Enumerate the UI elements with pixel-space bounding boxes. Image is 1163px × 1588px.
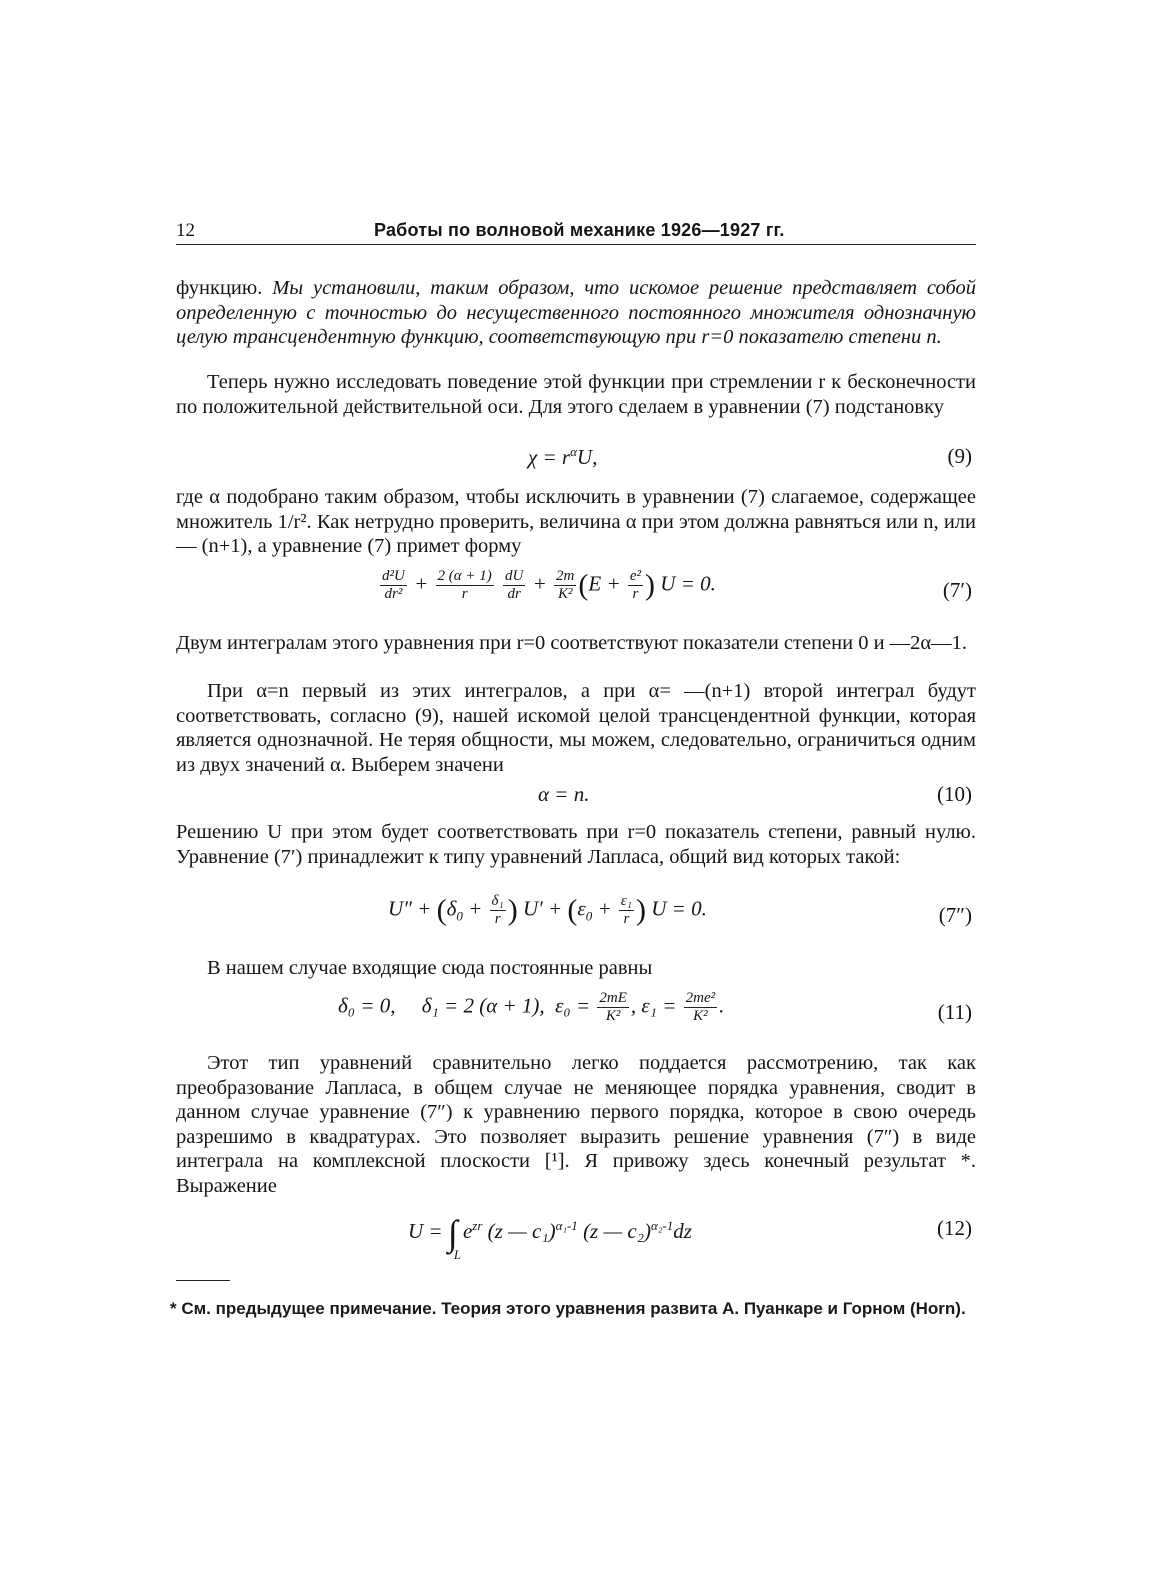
eq7p-mid: E +	[588, 571, 621, 596]
equation-10-label: (10)	[937, 782, 972, 806]
equation-12-label: (12)	[937, 1216, 972, 1240]
frac-2mE-K2: $\frac{2mE}{\text{K²}}$	[599, 990, 627, 1024]
frac-d2U-dr2: $\frac{\text{d²U}}{\text{dr²}}$	[382, 568, 405, 602]
equation-7-prime-formula: $\frac{\text{d²U}}{\text{dr²}}$ + $\frac{2 (\alpha + 1)}{r}$ $\frac{dU}{dr}$ + $\frac{2m}{\text{K²}}$ (E + $\frac{\text{e²}}{r}$ ) U = 0.	[382, 568, 716, 602]
running-title: Работы по волновой механике 1926—1927 гг.	[374, 220, 785, 240]
eq9-tail: U,	[576, 445, 598, 469]
frac-2alpha-r: $\frac{2 (\alpha + 1)}{r}$	[437, 568, 492, 602]
integral-sign: ∫ L	[447, 1213, 462, 1262]
paragraph-4: Двум интегралам этого уравнения при r=0 соответствуют показатели степени 0 и —2α—1.	[176, 632, 968, 654]
frac-2m-K2: $\frac{2m}{\text{K²}}$	[556, 568, 575, 602]
paragraph-1	[176, 276, 976, 350]
equation-7-prime	[176, 568, 976, 616]
equation-11-label: (11)	[937, 1000, 972, 1024]
paragraph-7: В нашем случае входящие сюда постоянные равны	[207, 957, 653, 979]
frac-delta1-r: $\frac{\text{δ₁}}{r}$	[491, 893, 504, 927]
page-number: 12	[176, 220, 195, 241]
equation-12-formula: U = ∫ L $e^{zr}$ (z — c₁)$^{\alpha_1-1}$ (z — c₂)$^{\alpha_2-1}$dz	[408, 1213, 692, 1262]
paragraph-2: Теперь нужно исследовать поведение этой функции при стремлении r к бесконечности по положительной действительной оси. Для этого сделаем в уравнении (7) подстановку	[176, 371, 976, 418]
equation-7-double-prime-formula: $U'' + (\delta_0$ + $\frac{\text{δ₁}}{r}$ ) $U' + (\varepsilon_0$ + $\frac{\text{ε₁}}{r}$ ) U = 0.	[388, 893, 707, 927]
eq7p-tail: U = 0.	[660, 571, 716, 596]
equation-11-formula: δ₀ = 0, δ₁ = 2 (α + 1), ε₀ = $\frac{2mE}{\text{K²}}$ , ε₁ = $\frac{\text{2me²}}{\text{K²}}$ .	[338, 990, 725, 1024]
equation-7-prime-label: (7′)	[942, 578, 972, 602]
equation-10-formula: α = n.	[538, 782, 590, 806]
equation-9-formula	[528, 444, 597, 470]
footnote-rule	[176, 1280, 230, 1281]
frac-2me2-K2: $\frac{\text{2me²}}{\text{K²}}$	[685, 990, 716, 1024]
frac-dU-dr: $\frac{dU}{dr}$	[505, 568, 524, 602]
frac-e2-r: $\frac{\text{e²}}{r}$	[629, 568, 642, 602]
frac-eps1-r: $\frac{\text{ε₁}}{r}$	[620, 893, 632, 927]
eq9-main: χ = r	[528, 445, 571, 469]
equation-9	[176, 444, 976, 474]
paragraph-3: где α подобрано таким образом, чтобы исключить в уравнении (7) слагаемое, содержащее множитель 1/r². Как нетрудно проверить, величина α при этом должна равняться или n, или — (n+1), а уравнение (7) примет форму	[176, 486, 976, 557]
footnote: * См. предыдущее примечание. Теория этого уравнения развита А. Пуанкаре и Горном (Horn).	[170, 1299, 966, 1318]
paragraph-8: Этот тип уравнений сравнительно легко поддается рассмотрению, так как преобразование Лапласа, в общем случае не меняющее порядка уравнения, сводит в данном случае уравнение (7″) к уравнению первого порядка, которое в свою очередь разрешимо в квадратурах. Это позволяет выразить решение уравнения (7″) в виде интеграла на комплексной плоскости [¹]. Я привожу здесь конечный результат *. Выражение	[176, 1052, 976, 1197]
paragraph-5: При α=n первый из этих интегралов, а при α= —(n+1) второй интеграл будут соответствовать, согласно (9), нашей искомой целой трансцендентной функции, которая является однозначной. Не теряя общности, мы можем, следовательно, ограничиться одним из двух значений α. Выберем значени	[176, 680, 976, 776]
equation-11	[176, 990, 976, 1036]
header-rule	[176, 244, 976, 245]
eq9-sup: α	[570, 444, 577, 459]
equation-7-double-prime-label: (7″)	[938, 903, 972, 927]
equation-7-double-prime	[176, 893, 976, 939]
paragraph-1-start: функцию.	[176, 277, 273, 299]
equation-10	[176, 782, 976, 812]
equation-9-label: (9)	[947, 444, 972, 468]
paragraph-6: Решению U при этом будет соответствовать при r=0 показатель степени, равный нулю. Уравнение (7′) принадлежит к типу уравнений Лапласа, общий вид которых такой:	[176, 821, 976, 868]
paragraph-1-italic: Мы установили, таким образом, что искомое решение представляет собой определенную с точностью до несущественного постоянного множителя однозначную целую трансцендентную функцию, соответствующую при r=0 показателю степени n.	[176, 277, 976, 348]
equation-12	[176, 1212, 976, 1268]
